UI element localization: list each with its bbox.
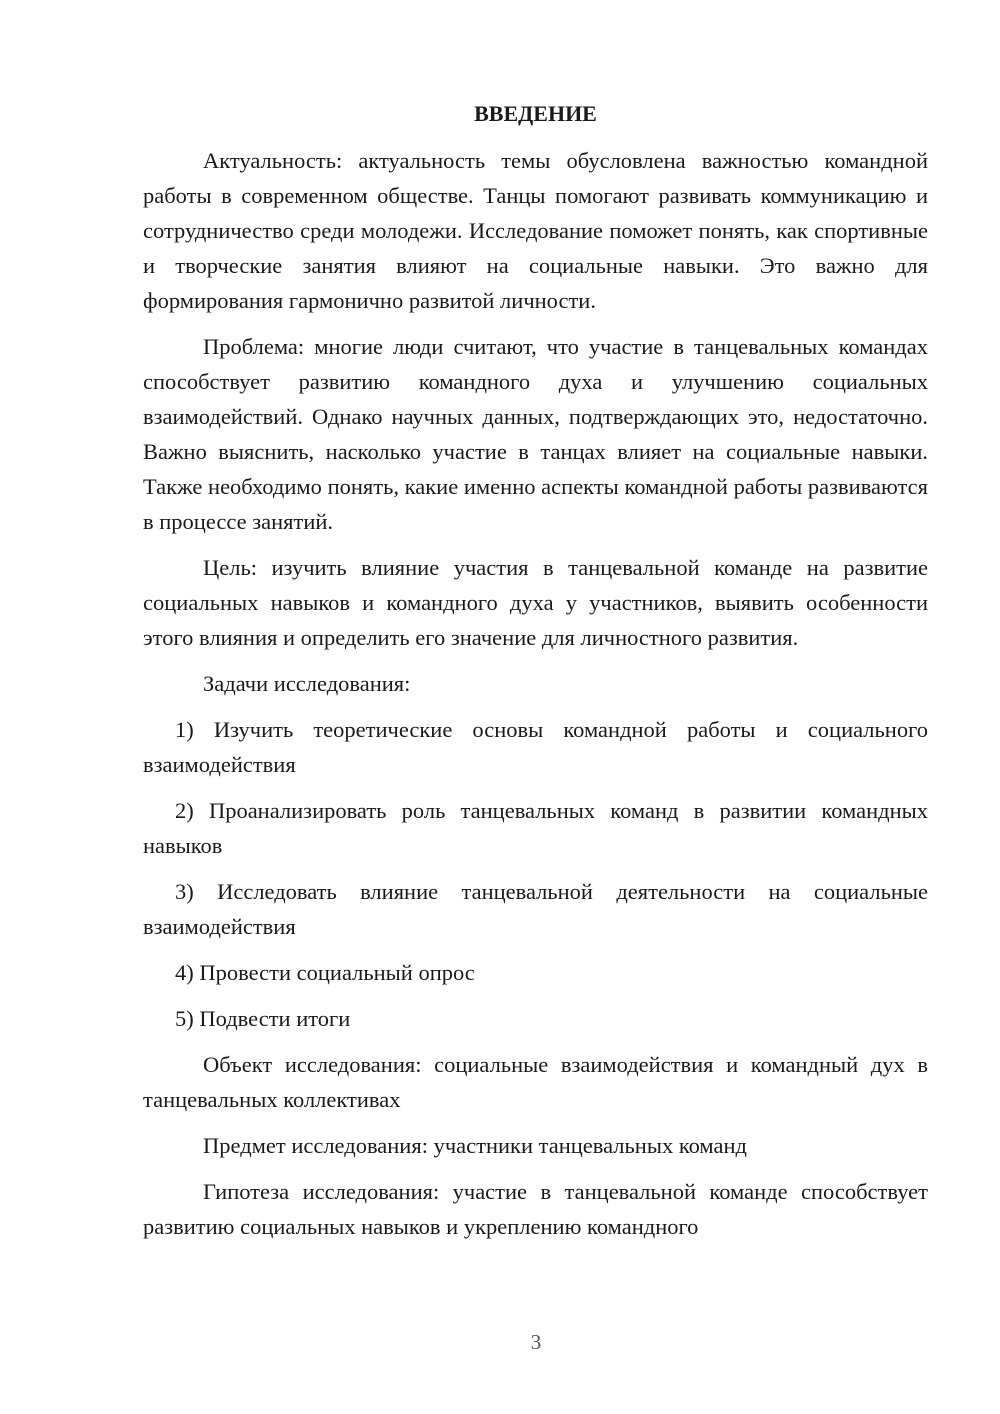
subject-paragraph: Предмет исследования: участники танцевальных команд (203, 1133, 747, 1158)
task-item-2: 2) Проанализировать роль танцевальных команд в развитии командных навыков (143, 798, 928, 858)
object-paragraph: Объект исследования: социальные взаимодействия и командный дух в танцевальных коллективах (143, 1052, 928, 1112)
task-item-4: 4) Провести социальный опрос (175, 960, 475, 985)
page-number: 3 (530, 1330, 542, 1354)
page-content (143, 96, 928, 1244)
goal-paragraph: Цель: изучить влияние участия в танцевальной команде на развитие социальных навыков и командного духа у участников, выявить особенности этого влияния и определить его значение для личностного развития. (143, 555, 928, 650)
task-item-1: 1) Изучить теоретические основы командной работы и социального взаимодействия (143, 717, 928, 777)
task-item-5: 5) Подвести итоги (175, 1006, 351, 1031)
section-heading: ВВЕДЕНИЕ (474, 101, 597, 126)
hypothesis-paragraph: Гипотеза исследования: участие в танцевальной команде способствует развитию социальных навыков и укреплению командного (143, 1179, 928, 1239)
task-item-3: 3) Исследовать влияние танцевальной деятельности на социальные взаимодействия (143, 879, 928, 939)
problem-paragraph: Проблема: многие люди считают, что участие в танцевальных командах способствует развитию командного духа и улучшению социальных взаимодействий. Однако научных данных, подтверждающих это, недостаточно. Важно выяснить, насколько участие в танцах влияет на социальные навыки. Также необходимо понять, какие именно аспекты командной работы развиваются в процессе занятий. (143, 334, 928, 534)
tasks-heading: Задачи исследования: (203, 671, 411, 696)
relevance-paragraph: Актуальность: актуальность темы обусловлена важностью командной работы в современном обществе. Танцы помогают развивать коммуникацию и сотрудничество среди молодежи. Исследование поможет понять, как спортивные и творческие занятия влияют на социальные навыки. Это важно для формирования гармонично развитой личности. (143, 148, 928, 313)
